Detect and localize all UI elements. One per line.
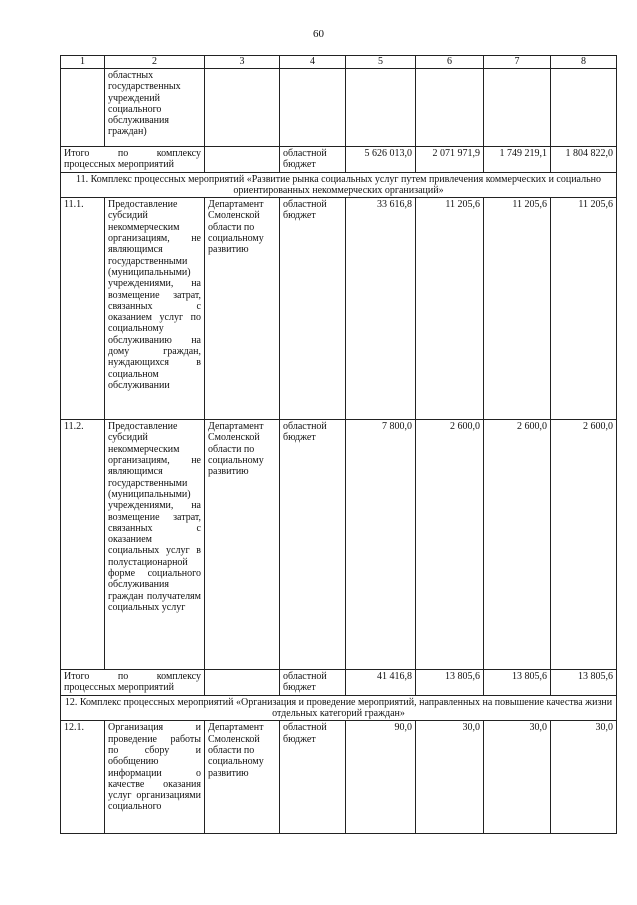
column-header: 4 xyxy=(280,56,346,69)
value-cell: 2 600,0 xyxy=(484,420,551,670)
source-cell: областной бюджет xyxy=(280,670,346,696)
section-heading-row xyxy=(61,695,617,721)
value-cell: 2 071 971,9 xyxy=(416,147,484,173)
total-row xyxy=(61,670,617,696)
row-number: 11.1. xyxy=(61,198,105,420)
source-cell xyxy=(280,69,346,147)
value-cell: 30,0 xyxy=(551,721,617,834)
value-cell: 90,0 xyxy=(346,721,416,834)
column-header-row xyxy=(61,56,617,69)
source-cell: областной бюджет xyxy=(280,420,346,670)
total-label: Итого по комплексу процессных мероприятий xyxy=(61,670,205,696)
executor-cell xyxy=(205,147,280,173)
value-cell xyxy=(416,69,484,147)
value-cell xyxy=(551,69,617,147)
column-header: 5 xyxy=(346,56,416,69)
executor-cell xyxy=(205,670,280,696)
executor-cell: Департамент Смоленской области по социальному развитию xyxy=(205,420,280,670)
page-number: 60 xyxy=(313,28,324,40)
table-row xyxy=(61,721,617,834)
description-cell: Организация и проведение работы по сбору и обобщению информации о качестве оказания услуг организациями социального xyxy=(105,721,205,834)
value-cell: 11 205,6 xyxy=(484,198,551,420)
description-cell: Предоставление субсидий некоммерческим организациям, не являющимся государственными (муниципальными) учреждениями, на возмещение затрат, связанных с оказанием услуг по социальному обслуживанию на дому граждан, нуждающихся в социальном обслуживании xyxy=(105,198,205,420)
value-cell: 41 416,8 xyxy=(346,670,416,696)
value-cell xyxy=(484,69,551,147)
row-number: 11.2. xyxy=(61,420,105,670)
table-row xyxy=(61,420,617,670)
value-cell: 2 600,0 xyxy=(551,420,617,670)
executor-cell xyxy=(205,69,280,147)
value-cell: 11 205,6 xyxy=(551,198,617,420)
column-header: 8 xyxy=(551,56,617,69)
section-title: 12. Комплекс процессных мероприятий «Организация и проведение мероприятий, направленных на повышение качества жизни отдельных категорий граждан» xyxy=(61,695,617,721)
value-cell: 13 805,6 xyxy=(484,670,551,696)
value-cell: 1 749 219,1 xyxy=(484,147,551,173)
column-header: 3 xyxy=(205,56,280,69)
column-header: 1 xyxy=(61,56,105,69)
executor-cell: Департамент Смоленской области по социальному развитию xyxy=(205,198,280,420)
row-number: 12.1. xyxy=(61,721,105,834)
description-cell: областных государственных учреждений социального обслуживания граждан) xyxy=(105,69,205,147)
executor-cell: Департамент Смоленской области по социальному развитию xyxy=(205,721,280,834)
column-header: 7 xyxy=(484,56,551,69)
table-row xyxy=(61,198,617,420)
value-cell: 13 805,6 xyxy=(551,670,617,696)
column-header: 6 xyxy=(416,56,484,69)
value-cell: 13 805,6 xyxy=(416,670,484,696)
value-cell: 30,0 xyxy=(416,721,484,834)
value-cell: 30,0 xyxy=(484,721,551,834)
value-cell: 2 600,0 xyxy=(416,420,484,670)
column-header: 2 xyxy=(105,56,205,69)
total-row xyxy=(61,147,617,173)
value-cell: 1 804 822,0 xyxy=(551,147,617,173)
section-heading-row xyxy=(61,172,617,198)
description-cell: Предоставление субсидий некоммерческим организациям, не являющимся государственными (муниципальными) учреждениями, на возмещение затрат, связанных с оказанием социальных услуг в полустационарной форме социального обслуживания граждан получателям социальных услуг xyxy=(105,420,205,670)
row-number-cell xyxy=(61,69,105,147)
source-cell: областной бюджет xyxy=(280,198,346,420)
value-cell: 5 626 013,0 xyxy=(346,147,416,173)
section-title: 11. Комплекс процессных мероприятий «Развитие рынка социальных услуг путем привлечения коммерческих и социально ориентированных некоммерческих организаций» xyxy=(61,172,617,198)
source-cell: областной бюджет xyxy=(280,147,346,173)
value-cell: 7 800,0 xyxy=(346,420,416,670)
source-cell: областной бюджет xyxy=(280,721,346,834)
value-cell xyxy=(346,69,416,147)
value-cell: 33 616,8 xyxy=(346,198,416,420)
budget-table xyxy=(60,55,617,834)
value-cell: 11 205,6 xyxy=(416,198,484,420)
continuation-row xyxy=(61,69,617,147)
total-label: Итого по комплексу процессных мероприятий xyxy=(61,147,205,173)
